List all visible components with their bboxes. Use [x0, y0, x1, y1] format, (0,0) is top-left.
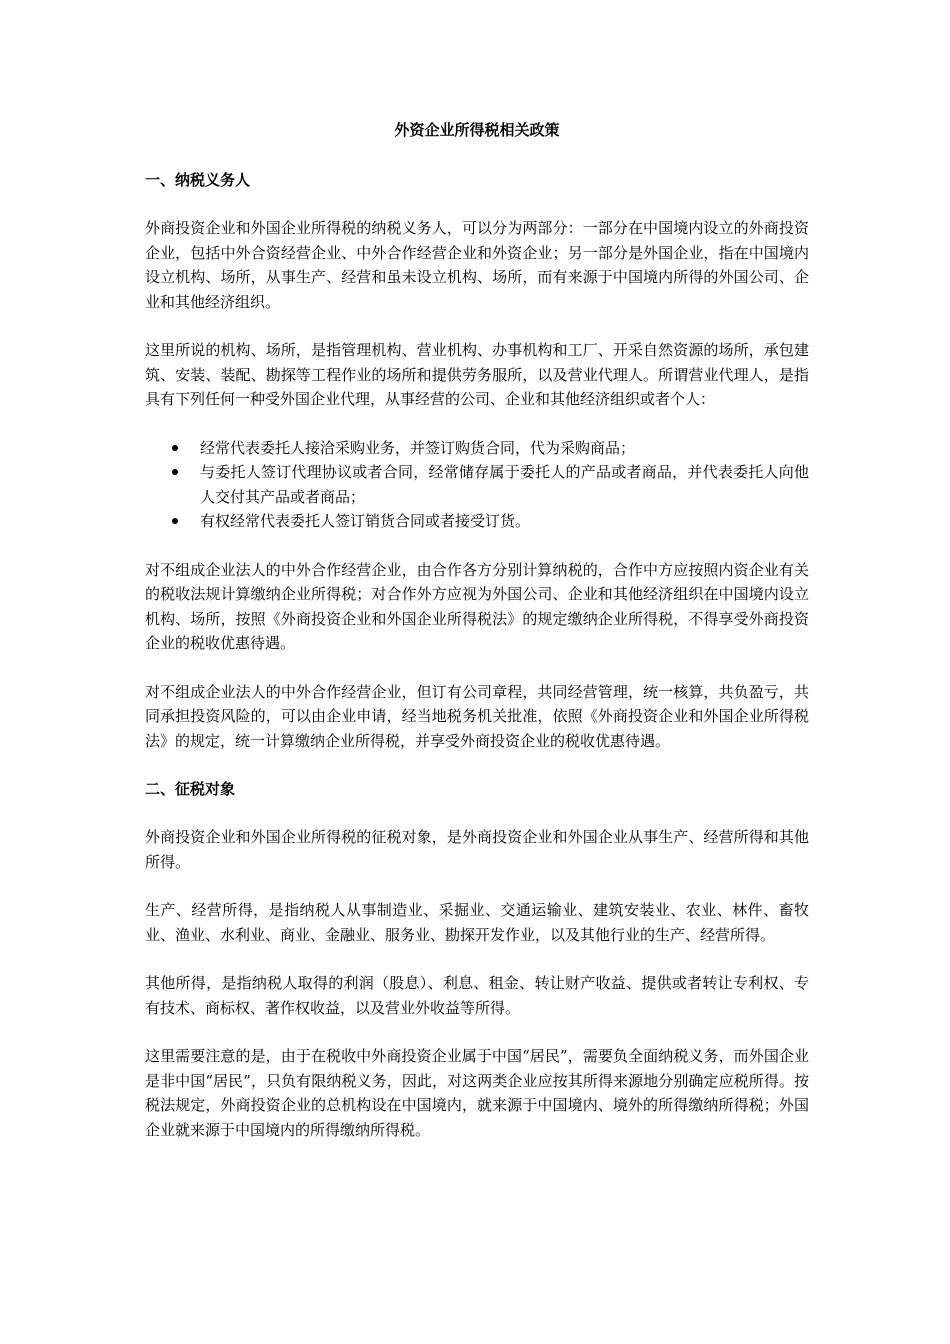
paragraph: 生产、经营所得，是指纳税人从事制造业、采掘业、交通运输业、建筑安装业、农业、林件、畜牧业、渔业、水利业、商业、金融业、服务业、勘探开发作业，以及其他行业的生产、经营所得。 — [145, 901, 809, 944]
paragraph: 其他所得，是指纳税人取得的利润（股息）、利息、租金、转让财产收益、提供或者转让专利权、专有技术、商标权、著作权收益，以及营业外收益等所得。 — [145, 974, 809, 1017]
paragraph: 这里所说的机构、场所，是指管理机构、营业机构、办事机构和工厂、开采自然资源的场所，承包建筑、安装、装配、勘探等工程作业的场所和提供劳务服所，以及营业代理人。所谓营业代理人，是指具有下列任何一种受外国企业代理，从事经营的公司、企业和其他经济组织或者个人： — [145, 341, 809, 408]
paragraph: 这里需要注意的是，由于在税收中外商投资企业属于中国“居民”，需要负全面纳税义务，而外国企业是非中国“居民”，只负有限纳税义务，因此，对这两类企业应按其所得来源地分别确定应税所得。按税法规定，外商投资企业的总机构设在中国境内，就来源于中国境内、境外的所得缴纳所得税；外国企业就来源于中国境内的所得缴纳所得税。 — [145, 1047, 809, 1139]
paragraph: 外商投资企业和外国企业所得税的征税对象，是外商投资企业和外国企业从事生产、经营所得和其他所得。 — [145, 828, 809, 871]
section-heading-tax-object: 二、征税对象 — [145, 780, 236, 798]
bullet-icon — [172, 445, 178, 451]
list-item-text: 经常代表委托人接洽采购业务，并签订购货合同，代为采购商品； — [200, 438, 636, 457]
paragraph: 对不组成企业法人的中外合作经营企业，但订有公司章程，共同经营管理，统一核算，共负盈亏，共同承担投资风险的，可以由企业申请，经当地税务机关批准，依照《外商投资企业和外国企业所得税法》的规定，统一计算缴纳企业所得税，并享受外商投资企业的税收优惠待遇。 — [145, 682, 809, 750]
document-page — [145, 118, 809, 1166]
bullet-icon — [172, 518, 178, 524]
list-item-text: 与委托人签订代理协议或者合同，经常储存属于委托人的产品或者商品，并代表委托人向他人交付其产品或者商品； — [200, 463, 809, 506]
list-item — [145, 436, 809, 461]
paragraph: 外商投资企业和外国企业所得税的纳税义务人，可以分为两部分：一部分在中国境内设立的外商投资企业，包括中外合资经营企业、中外合作经营企业和外资企业；另一部分是外国企业，指在中国境内设立机构、场所，从事生产、经营和虽未设立机构、场所，而有来源于中国境内所得的外国公司、企业和其他经济组织。 — [145, 219, 809, 311]
bullet-list — [145, 436, 809, 534]
list-item — [145, 460, 809, 509]
document-title: 外资企业所得税相关政策 — [394, 121, 560, 139]
list-item — [145, 509, 809, 534]
list-item-text: 有权经常代表委托人签订销货合同或者接受订货。 — [200, 512, 531, 530]
section-heading-taxpayers: 一、纳税义务人 — [145, 171, 251, 189]
paragraph: 对不组成企业法人的中外合作经营企业，由合作各方分别计算纳税的，合作中方应按照内资企业有关的税收法规计算缴纳企业所得税；对合作外方应视为外国公司、企业和其他经济组织在中国境内设立机构、场所，按照《外商投资企业和外国企业所得税法》的规定缴纳企业所得税，不得享受外商投资企业的税收优惠待遇。 — [145, 560, 809, 652]
bullet-icon — [172, 469, 178, 475]
